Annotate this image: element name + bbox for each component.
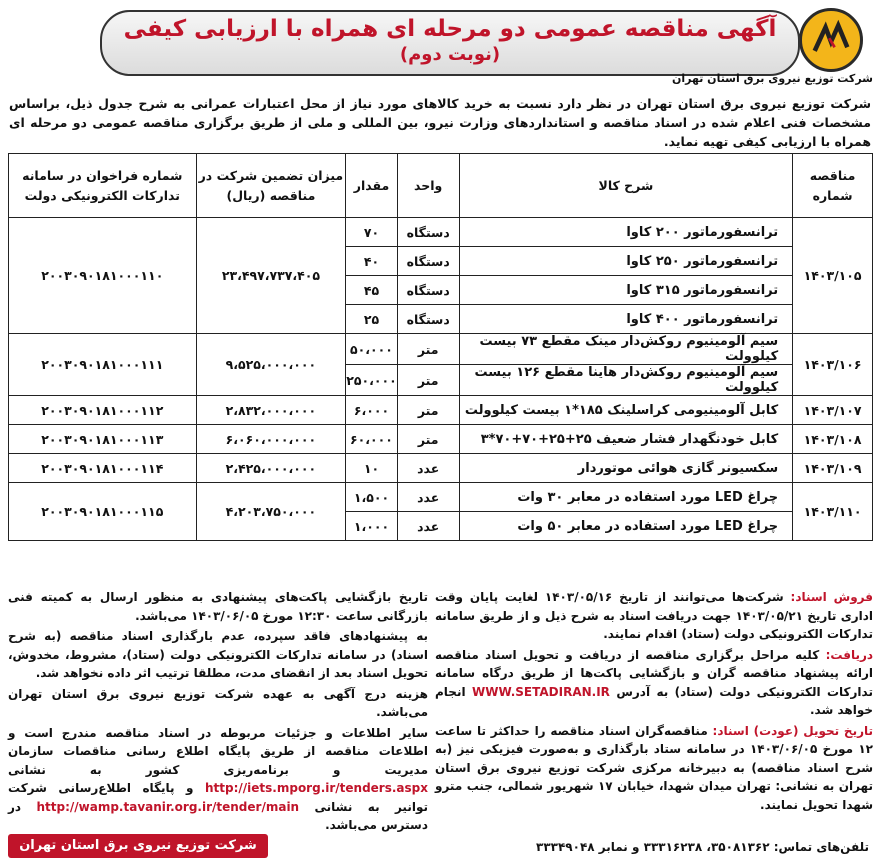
unit-cell: متر bbox=[397, 425, 459, 454]
goods-cell: سکسیونر گازی هوائی موتوردار bbox=[459, 454, 793, 483]
cost-text: هزینه درج آگهی به عهده شرکت توزیع نیروی برق استان تهران می‌باشد. bbox=[8, 686, 428, 719]
details-section bbox=[8, 588, 874, 832]
goods-cell: کابل خودنگهدار فشار ضعیف ۲۵+۲۵+۷۰+۷۰*۳ bbox=[459, 425, 793, 454]
page-title: آگهی مناقصه عمومی دو مرحله ای همراه با ارزیابی کیفی bbox=[123, 16, 777, 42]
call-no-cell: ۲۰۰۳۰۹۰۱۸۱۰۰۰۱۱۵ bbox=[9, 483, 197, 541]
tender-no-cell: ۱۴۰۳/۱۱۰ bbox=[793, 483, 873, 541]
tender-no-cell: ۱۴۰۳/۱۰۶ bbox=[793, 334, 873, 396]
left-column bbox=[8, 588, 428, 837]
goods-cell: چراغ LED مورد استفاده در معابر ۳۰ وات bbox=[459, 483, 793, 512]
qty-cell: ۱۰ bbox=[346, 454, 398, 483]
sale-text: شرکت‌ها می‌توانند از تاریخ ۱۴۰۳/۰۵/۱۶ لغایت پایان وقت اداری تاریخ ۱۴۰۳/۰۵/۲۱ جهت دریافت اسناد به شرح ذیل و از طریق سامانه تدارکات الکترونیکی دولت (ستاد) اقدام نمایند. bbox=[435, 590, 873, 641]
qty-cell: ۱،۵۰۰ bbox=[346, 483, 398, 512]
unit-cell: متر bbox=[397, 365, 459, 396]
goods-cell: کابل آلومینیومی کراسلینک ۱۸۵*۱ بیست کیلوولت bbox=[459, 396, 793, 425]
header-tender-no: مناقصه شماره bbox=[793, 154, 873, 218]
delivery-label: تاریخ تحویل (عودت) اسناد: bbox=[712, 723, 874, 738]
more-info-paragraph bbox=[8, 724, 428, 835]
tender-no-cell: ۱۴۰۳/۱۰۸ bbox=[793, 425, 873, 454]
qty-cell: ۶۰،۰۰۰ bbox=[346, 425, 398, 454]
tavanir-link[interactable]: http://wamp.tavanir.org.ir/tender/main bbox=[36, 799, 300, 814]
qty-cell: ۲۵۰،۰۰۰ bbox=[346, 365, 398, 396]
opening-text: تاریخ بازگشایی پاکت‌های پیشنهادی به منظور ارسال به کمیته فنی بازرگانی ساعت ۱۲:۳۰ مورخ ۱۴۰۳/۰۶/۰۵ می‌باشد. bbox=[8, 590, 428, 623]
tender-no-cell: ۱۴۰۳/۱۰۷ bbox=[793, 396, 873, 425]
guarantee-cell: ۲،۸۳۲،۰۰۰،۰۰۰ bbox=[196, 396, 346, 425]
qty-cell: ۵۰،۰۰۰ bbox=[346, 334, 398, 365]
call-no-cell: ۲۰۰۳۰۹۰۱۸۱۰۰۰۱۱۴ bbox=[9, 454, 197, 483]
delivery-text: مناقصه‌گران اسناد مناقصه را حداکثر تا ساعت ۱۲ مورخ ۱۴۰۳/۰۶/۰۵ در سامانه ستاد بارگذاری و به‌صورت فیزیکی نیز (به شرح اسناد مناقصه) به دبیرخانه مرکزی شرکت توزیع نیروی برق استان تهران به نشانی: تهران میدان شهدا، خیابان ۱۷ شهریور شمالی، جنب مترو شهدا تحویل نمایند. bbox=[435, 723, 873, 812]
unit-cell: دستگاه bbox=[397, 218, 459, 247]
company-footer-bar: شرکت توزیع نیروی برق استان تهران bbox=[8, 834, 268, 858]
goods-cell: سیم آلومینیوم روکش‌دار هاینا مقطع ۱۲۶ بیست کیلوولت bbox=[459, 365, 793, 396]
table-row bbox=[9, 454, 873, 483]
unit-cell: دستگاه bbox=[397, 305, 459, 334]
call-no-cell: ۲۰۰۳۰۹۰۱۸۱۰۰۰۱۱۰ bbox=[9, 218, 197, 334]
guarantee-cell: ۹،۵۲۵،۰۰۰،۰۰۰ bbox=[196, 334, 346, 396]
tender-no-cell: ۱۴۰۳/۱۰۹ bbox=[793, 454, 873, 483]
qty-cell: ۷۰ bbox=[346, 218, 398, 247]
call-no-cell: ۲۰۰۳۰۹۰۱۸۱۰۰۰۱۱۲ bbox=[9, 396, 197, 425]
call-no-cell: ۲۰۰۳۰۹۰۱۸۱۰۰۰۱۱۳ bbox=[9, 425, 197, 454]
goods-cell: سیم آلومینیوم روکش‌دار مینک مقطع ۷۳ بیست کیلوولت bbox=[459, 334, 793, 365]
header-unit: واحد bbox=[397, 154, 459, 218]
delivery-paragraph bbox=[435, 722, 873, 815]
call-no-cell: ۲۰۰۳۰۹۰۱۸۱۰۰۰۱۱۱ bbox=[9, 334, 197, 396]
goods-cell: چراغ LED مورد استفاده در معابر ۵۰ وات bbox=[459, 512, 793, 541]
notice-text: به پیشنهادهای فاقد سپرده، عدم بارگذاری اسناد مناقصه (به شرح اسناد) در سامانه تدارکات الکترونیکی دولت (ستاد)، مشروط، مخدوش، تحویل اسناد بعد از انقضای مدت، مطلقا ترتیب اثر داده نخواهد شد. bbox=[8, 629, 428, 680]
guarantee-cell: ۲۳،۴۹۷،۷۳۷،۴۰۵ bbox=[196, 218, 346, 334]
more-info-text: سایر اطلاعات و جزئیات مربوطه در اسناد مناقصه مندرج است و اطلاعات مناقصه از طریق پایگاه اطلاع رسانی مناقصات سازمان مدیریت و برنامه‌ریزی کشور به نشانی bbox=[8, 725, 428, 777]
table-row bbox=[9, 425, 873, 454]
table-row bbox=[9, 334, 873, 365]
qty-cell: ۶،۰۰۰ bbox=[346, 396, 398, 425]
header-guarantee: میزان تضمین شرکت در مناقصه (ریال) bbox=[196, 154, 346, 218]
goods-cell: ترانسفورماتور ۳۱۵ کاوا bbox=[459, 276, 793, 305]
header bbox=[0, 4, 881, 86]
receive-paragraph bbox=[435, 646, 873, 720]
qty-cell: ۲۵ bbox=[346, 305, 398, 334]
qty-cell: ۱،۰۰۰ bbox=[346, 512, 398, 541]
goods-cell: ترانسفورماتور ۲۰۰ کاوا bbox=[459, 218, 793, 247]
header-goods: شرح کالا bbox=[459, 154, 793, 218]
guarantee-cell: ۶،۰۶۰،۰۰۰،۰۰۰ bbox=[196, 425, 346, 454]
unit-cell: دستگاه bbox=[397, 247, 459, 276]
page-subtitle: (نوبت دوم) bbox=[399, 44, 501, 65]
goods-cell: ترانسفورماتور ۲۵۰ کاوا bbox=[459, 247, 793, 276]
qty-cell: ۴۵ bbox=[346, 276, 398, 305]
guarantee-cell: ۲،۴۲۵،۰۰۰،۰۰۰ bbox=[196, 454, 346, 483]
receive-text: کلیه مراحل برگزاری مناقصه از دریافت و تحویل اسناد مناقصه ارائه پیشنهاد مناقصه گران و بازگشایی پاکت‌ها از طریق درگاه سامانه تدارکات الکترونیکی دولت (ستاد) به آدرس bbox=[435, 647, 873, 699]
contact-phones: تلفن‌های تماس: ۳۵۰۸۱۳۶۲، ۳۳۳۱۶۲۳۸ و نمابر ۳۳۳۴۹۰۴۸ bbox=[536, 840, 869, 854]
company-name: شرکت توزیع نیروی برق استان تهران bbox=[671, 72, 873, 85]
table-row bbox=[9, 218, 873, 247]
unit-cell: عدد bbox=[397, 512, 459, 541]
goods-cell: ترانسفورماتور ۴۰۰ کاوا bbox=[459, 305, 793, 334]
unit-cell: عدد bbox=[397, 483, 459, 512]
header-qty: مقدار bbox=[346, 154, 398, 218]
company-logo-icon bbox=[799, 8, 863, 72]
intro-text: شرکت توزیع نیروی برق استان تهران در نظر دارد نسبت به خرید کالاهای مورد نیاز از محل اعتبارات عمرانی به شرح جدول ذیل، براساس مشخصات فنی اعلام شده در اسناد مناقصه و استانداردهای وزارت نیرو، بین المللی و ملی از طریق برگزاری مناقصه عمومی دو مرحله ای همراه با ارزیابی کیفی تهیه نماید. bbox=[9, 96, 871, 149]
setad-link[interactable]: WWW.SETADIRAN.IR bbox=[471, 684, 610, 699]
unit-cell: متر bbox=[397, 396, 459, 425]
qty-cell: ۴۰ bbox=[346, 247, 398, 276]
tender-table bbox=[8, 153, 873, 541]
access-text: در دسترس می‌باشد. bbox=[8, 799, 428, 832]
unit-cell: عدد bbox=[397, 454, 459, 483]
right-column bbox=[435, 588, 873, 816]
table-row bbox=[9, 396, 873, 425]
guarantee-cell: ۴،۲۰۳،۷۵۰،۰۰۰ bbox=[196, 483, 346, 541]
header-call-no: شماره فراخوان در سامانه تدارکات الکترونیکی دولت bbox=[9, 154, 197, 218]
sale-label: فروش اسناد: bbox=[790, 590, 873, 604]
tender-no-cell: ۱۴۰۳/۱۰۵ bbox=[793, 218, 873, 334]
receive-tail: انجام خواهد شد. bbox=[435, 684, 873, 717]
iets-link[interactable]: http://iets.mporg.ir/tenders.aspx bbox=[204, 781, 428, 795]
sale-paragraph bbox=[435, 588, 873, 644]
title-box bbox=[100, 10, 800, 76]
unit-cell: متر bbox=[397, 334, 459, 365]
unit-cell: دستگاه bbox=[397, 276, 459, 305]
receive-label: دریافت: bbox=[825, 647, 874, 662]
table-row bbox=[9, 483, 873, 512]
and-text: و پایگاه اطلاع‌رسانی شرکت توانیر به نشانی bbox=[8, 781, 428, 814]
